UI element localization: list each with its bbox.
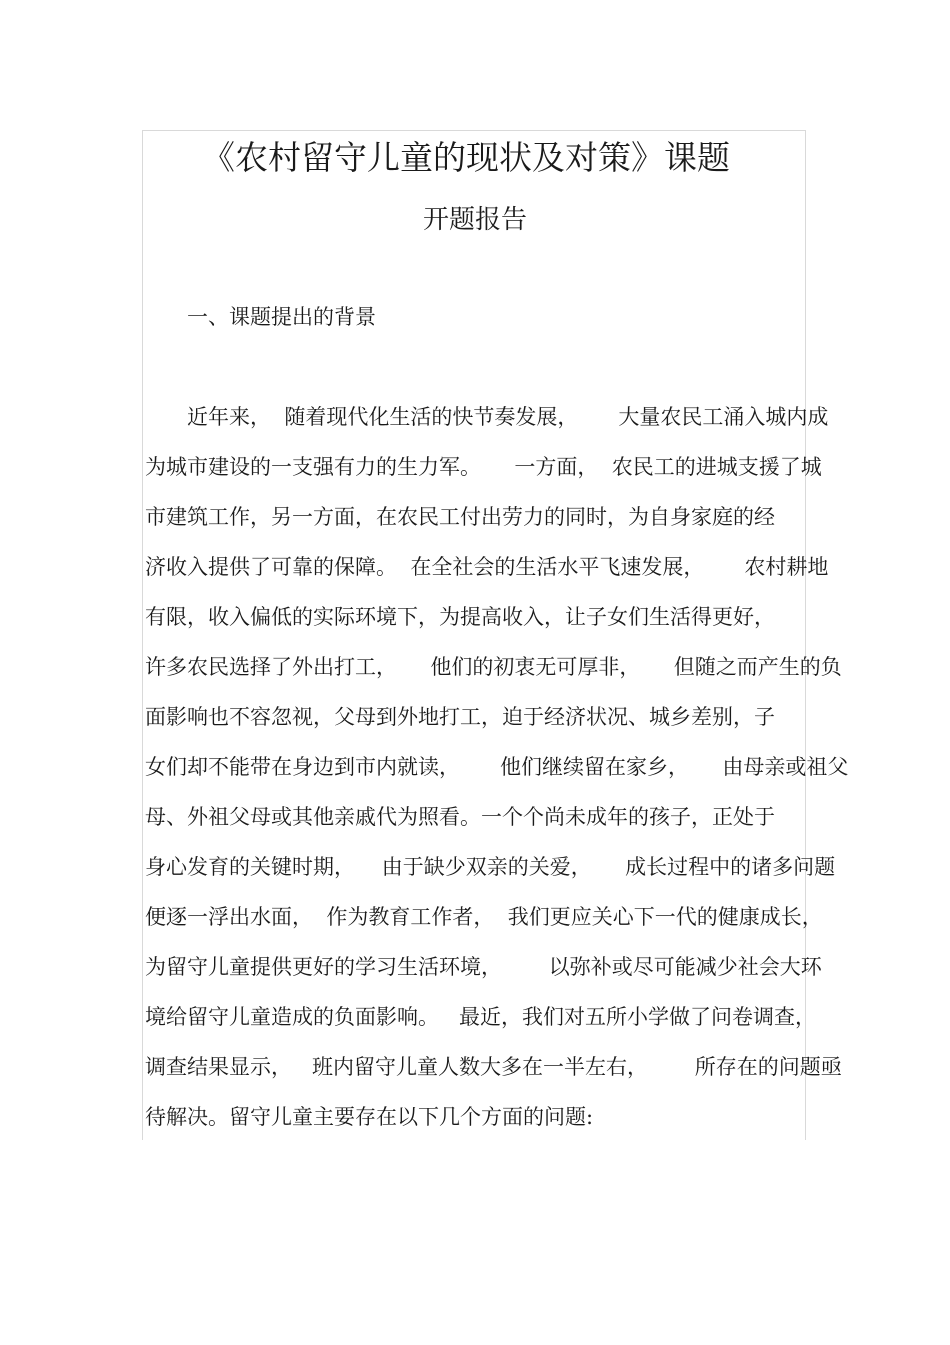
section-heading: 一、课题提出的背景 (187, 305, 376, 329)
paragraph-line: 母、外祖父母或其他亲戚代为照看。一个个尚未成年的孩子，正处于 (145, 805, 775, 829)
paragraph-line: 为城市建设的一支强有力的生力军。 一方面， 农民工的进城支援了城 (145, 455, 822, 479)
paragraph-line: 许多农民选择了外出打工， 他们的初衷无可厚非， 但随之而产生的负 (145, 655, 842, 679)
paragraph-line: 身心发育的关键时期， 由于缺少双亲的关爱， 成长过程中的诸多问题 (145, 855, 836, 879)
paragraph-line: 近年来， 随着现代化生活的快节奏发展， 大量农民工涌入城内成 (187, 405, 829, 429)
document-subtitle: 开题报告 (422, 205, 527, 235)
paragraph-line: 市建筑工作，另一方面，在农民工付出劳力的同时，为自身家庭的经 (145, 505, 775, 529)
paragraph-line: 济收入提供了可靠的保障。 在全社会的生活水平飞速发展， 农村耕地 (145, 555, 829, 579)
paragraph-line: 女们却不能带在身边到市内就读， 他们继续留在家乡， 由母亲或祖父 (145, 755, 849, 779)
paragraph-line: 为留守儿童提供更好的学习生活环境， 以弥补或尽可能减少社会大环 (145, 955, 822, 979)
paragraph-line: 有限，收入偏低的实际环境下，为提高收入，让子女们生活得更好， (145, 605, 775, 629)
paragraph-line: 调查结果显示， 班内留守儿童人数大多在一半左右， 所存在的问题亟 (145, 1055, 842, 1079)
paragraph-line: 便逐一浮出水面， 作为教育工作者， 我们更应关心下一代的健康成长， (145, 905, 823, 929)
paragraph-line: 面影响也不容忽视，父母到外地打工，迫于经济状况、城乡差别，子 (145, 705, 775, 729)
paragraph-line: 境给留守儿童造成的负面影响。 最近，我们对五所小学做了问卷调查， (145, 1005, 817, 1029)
paragraph-line: 待解决。留守儿童主要存在以下几个方面的问题: (145, 1105, 594, 1129)
body-paragraph (145, 400, 849, 1150)
document-title: 《农村留守儿童的现状及对策》课题 (202, 138, 730, 177)
